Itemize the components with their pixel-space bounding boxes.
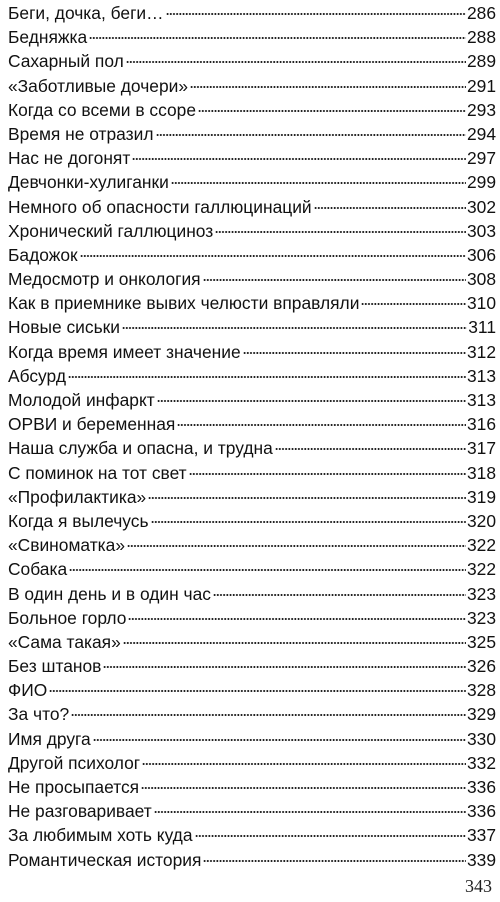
dot-leader bbox=[156, 134, 466, 136]
toc-entry-page: 289 bbox=[466, 51, 496, 72]
toc-entry-title: Девчонки-хулиганки bbox=[8, 172, 169, 193]
toc-entry bbox=[8, 267, 496, 291]
dot-leader bbox=[49, 690, 466, 692]
toc-entry-title: Бадожок bbox=[8, 244, 78, 265]
toc-entry bbox=[8, 340, 496, 364]
dot-leader bbox=[132, 158, 466, 160]
toc-entry-title: ОРВИ и беременная bbox=[8, 414, 176, 435]
dot-leader bbox=[123, 642, 466, 644]
dot-leader bbox=[103, 666, 466, 668]
toc-entry-page: 330 bbox=[466, 728, 496, 749]
dot-leader bbox=[69, 569, 466, 571]
toc-entry-title: Абсурд bbox=[8, 365, 66, 386]
dot-leader bbox=[213, 594, 466, 596]
dot-leader bbox=[189, 473, 466, 475]
toc-entry-page: 323 bbox=[466, 607, 496, 628]
toc-entry-title: «Заботливые дочери» bbox=[8, 75, 189, 96]
toc-entry bbox=[8, 751, 496, 775]
toc-entry bbox=[8, 630, 496, 654]
dot-leader bbox=[148, 497, 466, 499]
dot-leader bbox=[142, 763, 466, 765]
dot-leader bbox=[141, 787, 466, 789]
toc-entry bbox=[8, 606, 496, 630]
toc-entry-title: Собака bbox=[8, 559, 68, 580]
toc-entry-page: 302 bbox=[466, 196, 496, 217]
dot-leader bbox=[203, 860, 466, 862]
toc-entry-title: Молодой инфаркт bbox=[8, 390, 155, 410]
toc-entry-page: 286 bbox=[466, 3, 496, 23]
toc-entry-title: Не разговаривает bbox=[8, 801, 152, 822]
toc-entry bbox=[8, 74, 496, 98]
toc-entry bbox=[8, 25, 496, 49]
toc-entry-title: Бедняжка bbox=[8, 27, 88, 48]
toc-entry bbox=[8, 122, 496, 146]
toc-entry-page: 316 bbox=[466, 414, 496, 435]
toc-entry bbox=[8, 49, 496, 73]
toc-entry bbox=[8, 436, 496, 460]
toc-entry bbox=[8, 364, 496, 388]
toc-entry-page: 306 bbox=[466, 244, 496, 265]
toc-entry-page: 332 bbox=[466, 752, 496, 773]
toc-entry bbox=[8, 509, 496, 533]
toc-entry bbox=[8, 291, 496, 315]
dot-leader bbox=[203, 279, 466, 281]
dot-leader bbox=[71, 714, 466, 716]
toc-entry-title: ФИО bbox=[8, 680, 48, 701]
toc-entry-page: 336 bbox=[466, 801, 496, 822]
toc-entry-title: Беги, дочка, беги… bbox=[8, 3, 164, 23]
dot-leader bbox=[361, 303, 466, 305]
toc-entry-title: Не просыпается bbox=[8, 777, 140, 797]
page-number: 343 bbox=[465, 876, 492, 896]
toc-entry bbox=[8, 1, 496, 25]
dot-leader bbox=[151, 521, 466, 523]
toc-entry-page: 336 bbox=[466, 777, 496, 797]
toc-entry bbox=[8, 582, 496, 606]
toc-entry-title: Хронический галлюциноз bbox=[8, 220, 214, 241]
toc-entry-page: 288 bbox=[466, 27, 496, 48]
toc-entry bbox=[8, 412, 496, 436]
dot-leader bbox=[314, 207, 466, 209]
toc-entry-page: 337 bbox=[466, 825, 496, 846]
toc-entry bbox=[8, 775, 496, 799]
toc-entry-title: Романтическая история bbox=[8, 849, 202, 870]
toc-entry-page: 310 bbox=[466, 293, 496, 314]
toc-entry bbox=[8, 388, 496, 412]
toc-entry-page: 339 bbox=[466, 849, 496, 870]
toc-entry-title: Сахарный пол bbox=[8, 51, 124, 72]
toc-entry-page: 294 bbox=[466, 123, 496, 144]
table-of-contents bbox=[8, 1, 496, 872]
toc-entry-page: 311 bbox=[468, 317, 496, 338]
toc-entry-title: Медосмотр и онкология bbox=[8, 269, 201, 290]
toc-entry-page: 325 bbox=[466, 631, 496, 652]
dot-leader bbox=[190, 86, 466, 88]
dot-leader bbox=[215, 231, 466, 233]
toc-entry bbox=[8, 146, 496, 170]
toc-entry-title: Новые сиськи bbox=[8, 317, 120, 338]
toc-entry bbox=[8, 485, 496, 509]
dot-leader bbox=[126, 61, 466, 63]
toc-entry bbox=[8, 727, 496, 751]
toc-entry-title: Нас не догонят bbox=[8, 148, 131, 169]
toc-entry-title: Время не отразил bbox=[8, 123, 154, 144]
dot-leader bbox=[89, 37, 466, 39]
toc-entry-page: 319 bbox=[466, 486, 496, 507]
dot-leader bbox=[68, 376, 466, 378]
toc-entry bbox=[8, 533, 496, 557]
toc-entry-title: Наша служба и опасна, и трудна bbox=[8, 438, 273, 459]
dot-leader bbox=[243, 352, 466, 354]
toc-entry-title: Как в приемнике вывих челюсти вправляли bbox=[8, 293, 360, 314]
toc-entry-page: 297 bbox=[466, 148, 496, 169]
toc-entry bbox=[8, 315, 496, 339]
dot-leader bbox=[195, 835, 466, 837]
dot-leader bbox=[80, 255, 466, 257]
toc-entry bbox=[8, 823, 496, 847]
toc-entry-title: С поминок на тот свет bbox=[8, 462, 187, 483]
toc-entry bbox=[8, 702, 496, 726]
toc-entry-page: 323 bbox=[466, 583, 496, 604]
toc-entry bbox=[8, 557, 496, 581]
toc-entry-title: Имя друга bbox=[8, 728, 91, 749]
toc-entry bbox=[8, 195, 496, 219]
dot-leader bbox=[127, 545, 466, 547]
toc-entry-title: Больное горло bbox=[8, 607, 127, 628]
toc-entry-title: Без штанов bbox=[8, 656, 102, 677]
toc-entry-title: В один день и в один час bbox=[8, 583, 211, 604]
dot-leader bbox=[275, 448, 466, 450]
toc-entry bbox=[8, 848, 496, 872]
toc-entry-title: «Профилактика» bbox=[8, 486, 147, 507]
toc-entry bbox=[8, 170, 496, 194]
dot-leader bbox=[171, 182, 466, 184]
toc-entry bbox=[8, 219, 496, 243]
toc-entry-title: Другой психолог bbox=[8, 752, 141, 773]
toc-entry bbox=[8, 243, 496, 267]
toc-entry-page: 329 bbox=[466, 704, 496, 725]
toc-entry-page: 313 bbox=[466, 390, 496, 410]
toc-entry-title: «Свиноматка» bbox=[8, 535, 126, 556]
toc-entry-page: 322 bbox=[466, 559, 496, 580]
toc-entry bbox=[8, 799, 496, 823]
dot-leader bbox=[198, 110, 466, 112]
toc-entry-page: 318 bbox=[466, 462, 496, 483]
dot-leader bbox=[166, 13, 466, 15]
toc-entry-page: 328 bbox=[466, 680, 496, 701]
toc-entry-page: 320 bbox=[466, 510, 496, 531]
toc-entry bbox=[8, 678, 496, 702]
toc-entry-page: 308 bbox=[466, 269, 496, 290]
toc-entry-title: За любимым хоть куда bbox=[8, 825, 193, 846]
dot-leader bbox=[93, 739, 466, 741]
dot-leader bbox=[154, 811, 466, 813]
dot-leader bbox=[157, 400, 466, 402]
toc-entry-title: За что? bbox=[8, 704, 70, 725]
toc-entry-title: Когда со всеми в ссоре bbox=[8, 99, 196, 120]
toc-entry-page: 303 bbox=[466, 220, 496, 241]
toc-entry-title: «Сама такая» bbox=[8, 631, 121, 652]
toc-entry-page: 293 bbox=[466, 99, 496, 120]
toc-entry-page: 313 bbox=[466, 365, 496, 386]
toc-entry-page: 317 bbox=[466, 438, 496, 459]
toc-entry-title: Немного об опасности галлюцинаций bbox=[8, 196, 312, 217]
toc-entry-title: Когда я вылечусь bbox=[8, 510, 149, 531]
toc-entry-title: Когда время имеет значение bbox=[8, 341, 241, 362]
toc-entry bbox=[8, 461, 496, 485]
toc-entry-page: 326 bbox=[466, 656, 496, 677]
toc-entry bbox=[8, 98, 496, 122]
dot-leader bbox=[177, 424, 466, 426]
toc-entry-page: 291 bbox=[466, 75, 496, 96]
toc-entry-page: 299 bbox=[466, 172, 496, 193]
dot-leader bbox=[128, 618, 466, 620]
toc-entry-page: 322 bbox=[466, 535, 496, 556]
dot-leader bbox=[122, 327, 467, 329]
toc-entry bbox=[8, 654, 496, 678]
toc-entry-page: 312 bbox=[466, 341, 496, 362]
